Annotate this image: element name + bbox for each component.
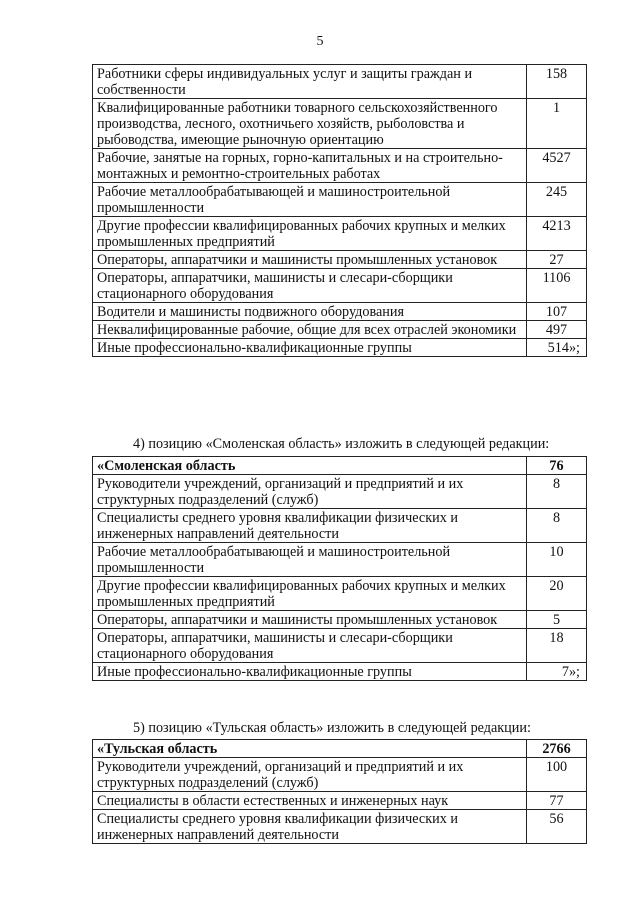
table-row: [93, 792, 587, 810]
table-header-row: [93, 457, 587, 475]
table-row: [93, 99, 587, 149]
table-row: [93, 269, 587, 303]
occupation-count: 1106: [527, 269, 587, 303]
occupation-name: Иные профессионально-квалификационные группы: [93, 663, 527, 681]
occupation-name: Другие профессии квалифицированных рабочих крупных и мелких промышленных предприятий: [93, 217, 527, 251]
occupations-table-continued: [92, 64, 587, 357]
region-total: 76: [527, 457, 587, 475]
table-row: [93, 509, 587, 543]
occupation-count: 20: [527, 577, 587, 611]
page-number: 5: [316, 34, 324, 49]
occupation-count: 27: [527, 251, 587, 269]
occupation-count: 8: [527, 509, 587, 543]
table-row: [93, 183, 587, 217]
occupation-name: Специалисты среднего уровня квалификации физических и инженерных направлений деятельности: [93, 810, 527, 844]
occupation-name: Рабочие, занятые на горных, горно-капитальных и на строительно-монтажных и ремонтно-строительных работах: [93, 149, 527, 183]
table-row: [93, 339, 587, 357]
table-row: [93, 810, 587, 844]
region-name: «Смоленская область: [93, 457, 527, 475]
region-total: 2766: [527, 740, 587, 758]
table-header-row: [93, 740, 587, 758]
occupation-name: Водители и машинисты подвижного оборудования: [93, 303, 527, 321]
occupation-name: Другие профессии квалифицированных рабочих крупных и мелких промышленных предприятий: [93, 577, 527, 611]
table-row: [93, 543, 587, 577]
occupation-name: Руководители учреждений, организаций и предприятий и их структурных подразделений (служб): [93, 475, 527, 509]
occupation-name: Специалисты в области естественных и инженерных наук: [93, 792, 527, 810]
tula-region-table: [92, 739, 587, 844]
instruction-tula: 5) позицию «Тульская область» изложить в следующей редакции:: [133, 720, 531, 736]
table-row: [93, 303, 587, 321]
occupation-count: 4527: [527, 149, 587, 183]
table-row: [93, 629, 587, 663]
occupation-count: 18: [527, 629, 587, 663]
occupation-count: 1: [527, 99, 587, 149]
occupation-count: 7»;: [527, 663, 587, 681]
occupation-count: 56: [527, 810, 587, 844]
table-row: [93, 321, 587, 339]
occupation-count: 4213: [527, 217, 587, 251]
table-row: [93, 611, 587, 629]
table-row: [93, 251, 587, 269]
occupation-name: Рабочие металлообрабатывающей и машиностроительной промышленности: [93, 183, 527, 217]
occupation-name: Квалифицированные работники товарного сельскохозяйственного производства, лесного, охотничьего хозяйств, рыболовства и рыбоводства, имеющие рыночную ориентацию: [93, 99, 527, 149]
smolensk-region-table: [92, 456, 587, 681]
occupation-name: Работники сферы индивидуальных услуг и защиты граждан и собственности: [93, 65, 527, 99]
occupation-count: 10: [527, 543, 587, 577]
occupation-name: Неквалифицированные рабочие, общие для всех отраслей экономики: [93, 321, 527, 339]
occupation-name: Операторы, аппаратчики, машинисты и слесари-сборщики стационарного оборудования: [93, 269, 527, 303]
occupation-name: Руководители учреждений, организаций и предприятий и их структурных подразделений (служб): [93, 758, 527, 792]
occupation-name: Операторы, аппаратчики и машинисты промышленных установок: [93, 251, 527, 269]
table-row: [93, 149, 587, 183]
region-name: «Тульская область: [93, 740, 527, 758]
table-row: [93, 663, 587, 681]
occupation-count: 107: [527, 303, 587, 321]
occupation-count: 514»;: [527, 339, 587, 357]
occupation-name: Рабочие металлообрабатывающей и машиностроительной промышленности: [93, 543, 527, 577]
table-row: [93, 65, 587, 99]
occupation-count: 77: [527, 792, 587, 810]
occupation-name: Операторы, аппаратчики, машинисты и слесари-сборщики стационарного оборудования: [93, 629, 527, 663]
occupation-count: 245: [527, 183, 587, 217]
instruction-smolensk: 4) позицию «Смоленская область» изложить в следующей редакции:: [133, 436, 550, 452]
table-row: [93, 758, 587, 792]
table-row: [93, 577, 587, 611]
table-row: [93, 475, 587, 509]
occupation-name: Специалисты среднего уровня квалификации физических и инженерных направлений деятельности: [93, 509, 527, 543]
table-row: [93, 217, 587, 251]
occupation-count: 8: [527, 475, 587, 509]
occupation-count: 158: [527, 65, 587, 99]
occupation-count: 100: [527, 758, 587, 792]
occupation-name: Иные профессионально-квалификационные группы: [93, 339, 527, 357]
occupation-count: 5: [527, 611, 587, 629]
occupation-name: Операторы, аппаратчики и машинисты промышленных установок: [93, 611, 527, 629]
occupation-count: 497: [527, 321, 587, 339]
